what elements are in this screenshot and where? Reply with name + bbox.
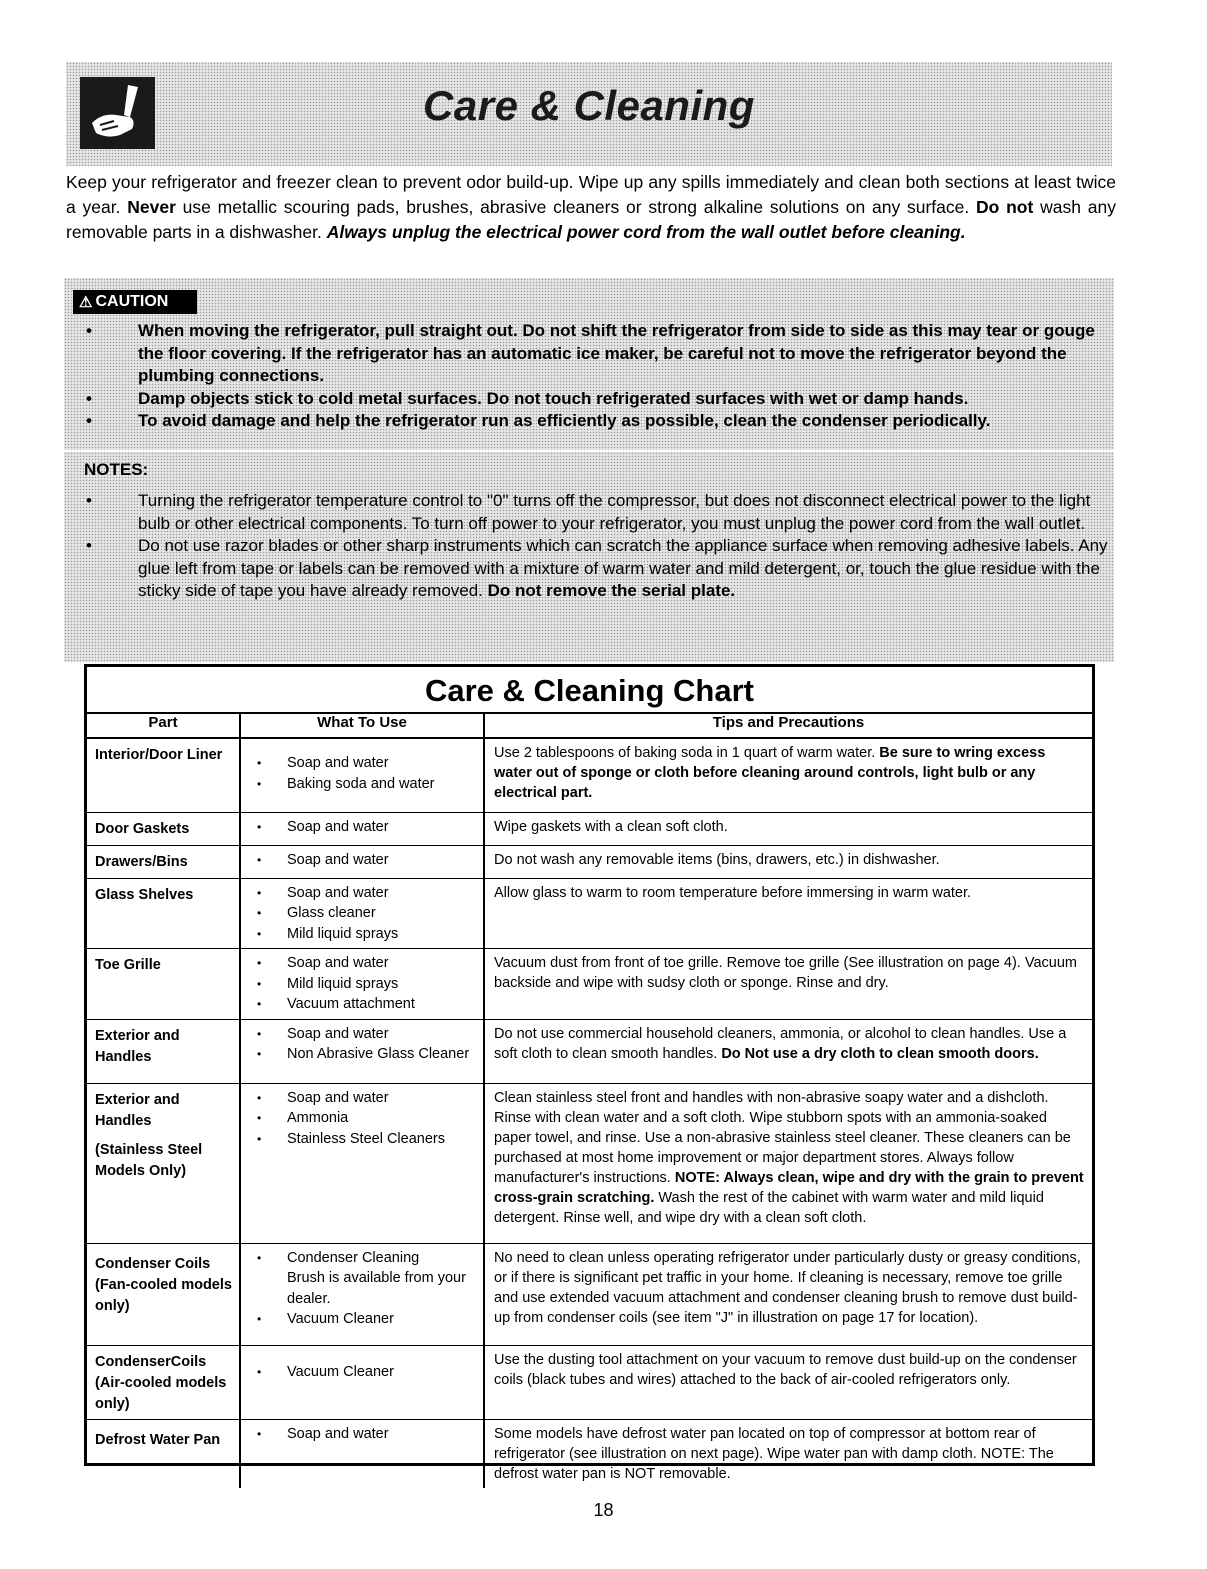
never-emphasis: Never: [127, 197, 176, 217]
caution-list: [78, 320, 1112, 433]
page-title: Care & Cleaning: [423, 82, 755, 129]
table-row: Toe Grille • Soap and water • Mild liquid sprays • Vacuum attachment Vacuum dust from front of toe grille. Remove toe grille (See illustration on page 4). Vacuum backside and wipe with sudsy cloth or sponge. Rinse and dry.: [87, 949, 1092, 1020]
page-number: 18: [593, 1500, 614, 1520]
table-row: CondenserCoils (Air-cooled models only) • Vacuum Cleaner Use the dusting tool attachment on your vacuum to remove dust build-up on the condenser coils (black tubes and wires) attached to the back of air-cooled refrigerators only.: [87, 1345, 1092, 1419]
do-not-emphasis: Do not: [976, 197, 1034, 217]
table-row: Exterior and Handles (Stainless Steel Models Only) • Soap and water • Ammonia • Stainless Steel Cleaners Clean stainless steel front and handles with non-abrasive soapy water and a dishcloth. Rinse with clean water and a soft cloth. Wipe stubborn spots with an ammonia-soaked paper towel, and rinse. Use a non-abrasive stainless steel cleaner. These cleaners can be purchased at most home improvement or major department stores. Always follow manufacturer's instructions. NOTE: Always clean, wipe and dry with the grain to prevent cross-grain scratching. Wash the rest of the cabinet with warm water and mild liquid detergent. Rinse well, and wipe dry with a clean soft cloth.: [87, 1083, 1092, 1243]
table-row: Door Gaskets • Soap and water Wipe gaskets with a clean soft cloth.: [87, 812, 1092, 845]
intro-paragraph: Keep your refrigerator and freezer clean to prevent odor build-up. Wipe up any spills immediately and clean both sections at least twice a year. Never use metallic scouring pads, brushes, abrasive cleaners or strong alkaline solutions on any surface. Do not wash any removable parts in a dishwasher. Always unplug the electrical power cord from the wall outlet before cleaning.: [66, 172, 1116, 242]
table-row: Interior/Door Liner • Soap and water • Baking soda and water Use 2 tablespoons of baking soda in 1 quart of warm water. Be sure to wring excess water out of sponge or cloth before cleaning around controls, light bulb or any electrical part.: [87, 738, 1092, 812]
notes-title: NOTES:: [84, 460, 149, 479]
caution-badge: ⚠ CAUTION: [73, 290, 197, 314]
unplug-warning: Always unplug the electrical power cord from the wall outlet before cleaning.: [326, 222, 966, 242]
column-header-use: What To Use: [240, 714, 484, 738]
note-item: • Do not use razor blades or other sharp instruments which can scratch the appliance surface when removing adhesive labels. Any glue left from tape or labels can be removed with a mixture of warm water and mild detergent, or, touch the glue residue with the sticky side of tape you have already removed. Do not remove the serial plate.: [78, 535, 1112, 603]
notes-list: [78, 490, 1112, 603]
table-row: Drawers/Bins • Soap and water Do not wash any removable items (bins, drawers, etc.) in dishwasher.: [87, 845, 1092, 878]
table-row: Exterior and Handles • Soap and water • Non Abrasive Glass Cleaner Do not use commercial household cleaners, ammonia, or alcohol to clean handles. Use a soft cloth to clean smooth handles. Do Not use a dry cloth to clean smooth doors.: [87, 1019, 1092, 1083]
chart-title: Care & Cleaning Chart: [87, 667, 1092, 714]
table-row: Glass Shelves • Soap and water • Glass cleaner • Mild liquid sprays Allow glass to warm to room temperature before immersing in warm water.: [87, 878, 1092, 949]
table-row: Condenser Coils (Fan-cooled models only) • Condenser Cleaning Brush is available from your dealer. • Vacuum Cleaner No need to clean unless operating refrigerator under particularly dusty or greasy conditions, or if there is significant pet traffic in your home. If cleaning is necessary, remove toe grille and use extended vacuum attachment and condenser cleaning brush to remove dust build-up from condenser coils (see item "J" in illustration on page 17 for location).: [87, 1243, 1092, 1345]
warning-triangle-icon: ⚠: [79, 294, 93, 311]
note-item: • Turning the refrigerator temperature control to "0" turns off the compressor, but does not disconnect electrical power to the light bulb or other electrical components. To turn off power to your refrigerator, you must unplug the power cord from the wall outlet.: [78, 490, 1112, 535]
column-header-tips: Tips and Precautions: [484, 714, 1092, 738]
caution-item: • To avoid damage and help the refrigerator run as efficiently as possible, clean the condenser periodically.: [78, 410, 1112, 433]
care-table: [87, 714, 1092, 1488]
caution-item: • When moving the refrigerator, pull straight out. Do not shift the refrigerator from side to side as this may tear or gouge the floor covering. If the refrigerator has an automatic ice maker, be careful not to move the refrigerator beyond the plumbing connections.: [78, 320, 1112, 388]
column-header-part: Part: [87, 714, 240, 738]
care-cleaning-chart: [84, 664, 1095, 1482]
table-row: Defrost Water Pan • Soap and water Some models have defrost water pan located on top of compressor at bottom rear of refrigerator (see illustration on next page). Wipe water pan with damp cloth. NOTE: The defrost water pan is NOT removable.: [87, 1419, 1092, 1488]
caution-item: • Damp objects stick to cold metal surfaces. Do not touch refrigerated surfaces with wet or damp hands.: [78, 388, 1112, 411]
